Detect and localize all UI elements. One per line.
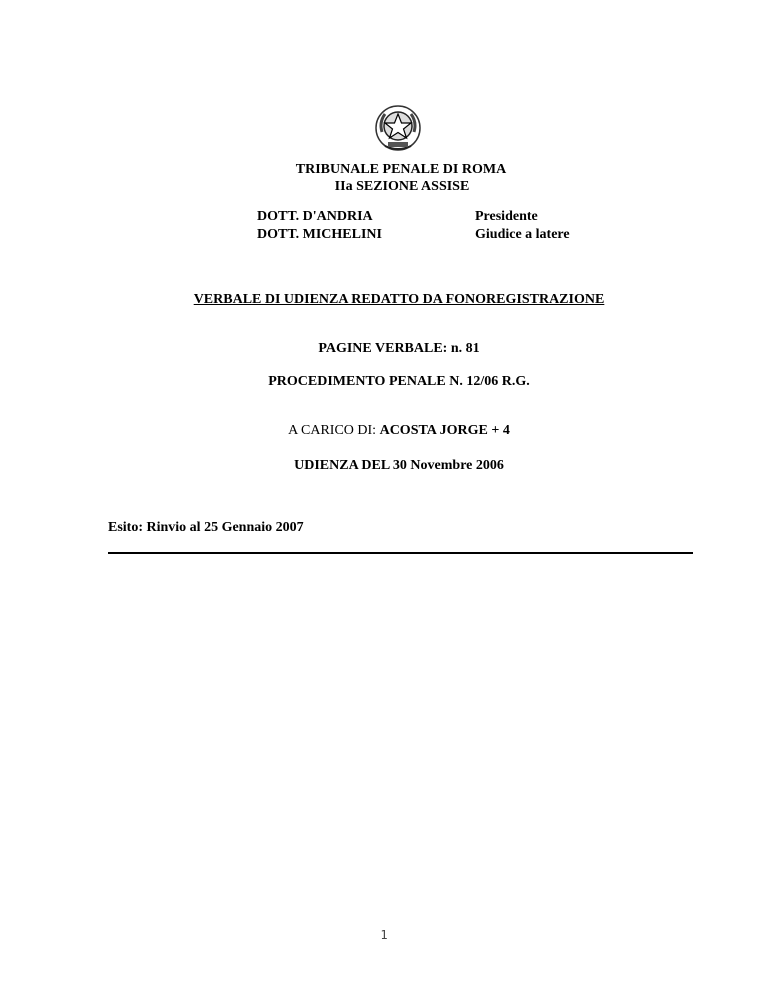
judges-list <box>257 208 570 244</box>
judge-name: DOTT. MICHELINI <box>257 227 382 242</box>
a-carico <box>15 423 768 439</box>
judge-row <box>257 208 570 226</box>
a-carico-label: A CARICO DI: <box>288 423 380 438</box>
pagine-verbale: PAGINE VERBALE: n. 81 <box>318 341 480 356</box>
a-carico-value: ACOSTA JORGE + 4 <box>379 423 510 438</box>
esito: Esito: Rinvio al 25 Gennaio 2007 <box>108 520 304 535</box>
italian-republic-emblem-icon <box>373 102 423 154</box>
page-number: 1 <box>380 928 388 942</box>
section-title: IIa SEZIONE ASSISE <box>334 179 470 194</box>
procedimento-number: PROCEDIMENTO PENALE N. 12/06 R.G. <box>268 374 530 389</box>
judge-role: Presidente <box>475 209 538 224</box>
judge-name: DOTT. D'ANDRIA <box>257 209 373 224</box>
udienza-date: UDIENZA DEL 30 Novembre 2006 <box>294 458 504 473</box>
judge-row <box>257 226 570 244</box>
judge-role: Giudice a latere <box>475 227 570 242</box>
horizontal-rule <box>108 552 693 554</box>
verbale-title: VERBALE DI UDIENZA REDATTO DA FONOREGISTRAZIONE <box>193 292 605 307</box>
court-title: TRIBUNALE PENALE DI ROMA <box>295 162 507 177</box>
